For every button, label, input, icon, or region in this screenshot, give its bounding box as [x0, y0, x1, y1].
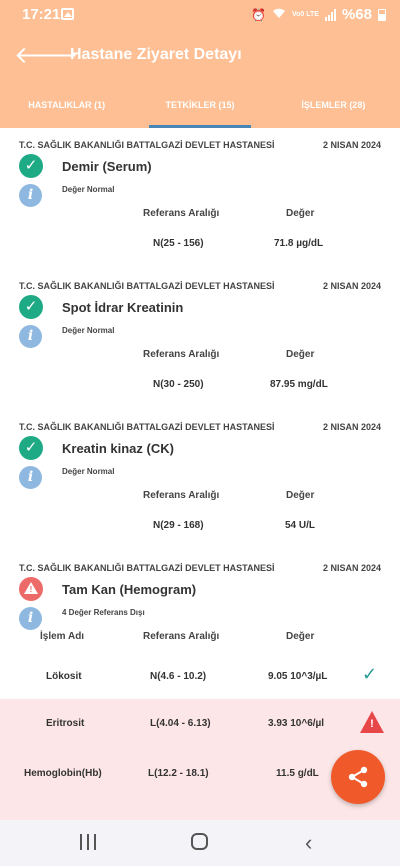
battery-percent: %68 — [341, 6, 372, 23]
reference-range: N(29 - 168) — [153, 520, 204, 531]
test-value: 71.8 µg/dL — [274, 238, 324, 249]
signal-icon — [325, 9, 336, 21]
value-column-header: Değer — [286, 631, 315, 642]
tab-hastaliklar[interactable]: HASTALIKLAR (1) — [28, 100, 106, 110]
hospital-name: T.C. SAĞLIK BAKANLIĞI BATTALGAZİ DEVLET HASTANESİ — [19, 422, 275, 432]
reference-range: L(12.2 - 18.1) — [148, 768, 209, 779]
reference-column-header: Referans Aralığı — [143, 490, 220, 501]
check-circle-icon: ✓ — [19, 436, 43, 460]
back-arrow-icon[interactable]: 🡐 — [14, 42, 79, 69]
network-type-label: Vo0 LTE — [292, 11, 319, 18]
test-value: 54 U/L — [285, 520, 316, 531]
test-value: 9.05 10^3/µL — [268, 671, 328, 682]
page-title: Hastane Ziyaret Detayı — [70, 46, 242, 63]
home-icon[interactable] — [191, 833, 208, 850]
test-status: Değer Normal — [62, 467, 115, 476]
table-row[interactable] — [0, 652, 400, 702]
test-card[interactable] — [0, 551, 400, 646]
reference-range: L(4.04 - 6.13) — [150, 718, 211, 729]
status-indicators — [251, 6, 386, 23]
procedure-name: Eritrosit — [46, 718, 85, 729]
info-icon[interactable]: i — [19, 607, 42, 630]
alarm-icon: ⏰ — [251, 7, 266, 22]
test-name: Kreatin kinaz (CK) — [62, 441, 174, 456]
test-list[interactable] — [0, 128, 400, 779]
value-column-header: Değer — [286, 490, 315, 501]
reference-column-header: Referans Aralığı — [143, 208, 220, 219]
tab-islemler[interactable]: İŞLEMLER (28) — [301, 100, 366, 110]
check-circle-icon: ✓ — [19, 154, 43, 178]
warning-circle-icon — [19, 577, 43, 601]
tab-bar — [0, 86, 400, 128]
reference-range: N(30 - 250) — [153, 379, 204, 390]
system-navigation-bar — [0, 820, 400, 866]
hospital-name: T.C. SAĞLIK BAKANLIĞI BATTALGAZİ DEVLET HASTANESİ — [19, 563, 275, 573]
recent-apps-icon[interactable] — [80, 834, 96, 850]
test-status: Değer Normal — [62, 326, 115, 335]
back-icon[interactable]: ‹ — [305, 830, 313, 855]
hospital-name: T.C. SAĞLIK BAKANLIĞI BATTALGAZİ DEVLET HASTANESİ — [19, 281, 275, 291]
info-icon[interactable]: i — [19, 325, 42, 348]
tab-tetkikler[interactable]: TETKİKLER (15) — [133, 86, 266, 128]
share-button[interactable] — [331, 750, 385, 804]
value-column-header: Değer — [286, 208, 315, 219]
procedure-name: Lökosit — [46, 671, 82, 682]
test-date: 2 NISAN 2024 — [322, 140, 381, 150]
warning-icon — [360, 711, 384, 733]
table-row[interactable] — [0, 699, 400, 749]
value-column-header: Değer — [286, 349, 315, 360]
test-date: 2 NISAN 2024 — [322, 281, 381, 291]
gallery-icon — [61, 8, 74, 20]
procedure-name: Hemoglobin(Hb) — [24, 768, 102, 779]
test-card[interactable] — [0, 269, 400, 410]
test-status: Değer Normal — [62, 185, 115, 194]
test-date: 2 NISAN 2024 — [322, 563, 381, 573]
test-value: 11.5 g/dL — [276, 768, 319, 779]
info-icon[interactable]: i — [19, 184, 42, 207]
battery-icon — [378, 9, 386, 21]
test-value: 87.95 mg/dL — [270, 379, 328, 390]
share-icon — [346, 765, 370, 789]
test-status: 4 Değer Referans Dışı — [62, 608, 145, 617]
reference-column-header: Referans Aralığı — [143, 631, 220, 642]
status-time: 17:21 — [22, 6, 61, 23]
test-card[interactable] — [0, 128, 400, 269]
app-bar — [0, 0, 400, 128]
hospital-name: T.C. SAĞLIK BAKANLIĞI BATTALGAZİ DEVLET HASTANESİ — [19, 140, 275, 150]
reference-column-header: Referans Aralığı — [143, 349, 220, 360]
status-bar — [0, 0, 400, 30]
procedure-column-header: İşlem Adı — [40, 631, 85, 642]
test-name: Spot İdrar Kreatinin — [62, 300, 184, 315]
check-icon: ✓ — [362, 664, 378, 684]
reference-range: N(4.6 - 10.2) — [150, 671, 207, 682]
test-card[interactable] — [0, 410, 400, 551]
test-date: 2 NISAN 2024 — [322, 422, 381, 432]
reference-range: N(25 - 156) — [153, 238, 204, 249]
wifi-icon — [272, 8, 286, 22]
test-name: Tam Kan (Hemogram) — [62, 582, 197, 597]
test-name: Demir (Serum) — [62, 159, 152, 174]
test-value: 3.93 10^6/µl — [268, 718, 325, 729]
info-icon[interactable]: i — [19, 466, 42, 489]
check-circle-icon: ✓ — [19, 295, 43, 319]
